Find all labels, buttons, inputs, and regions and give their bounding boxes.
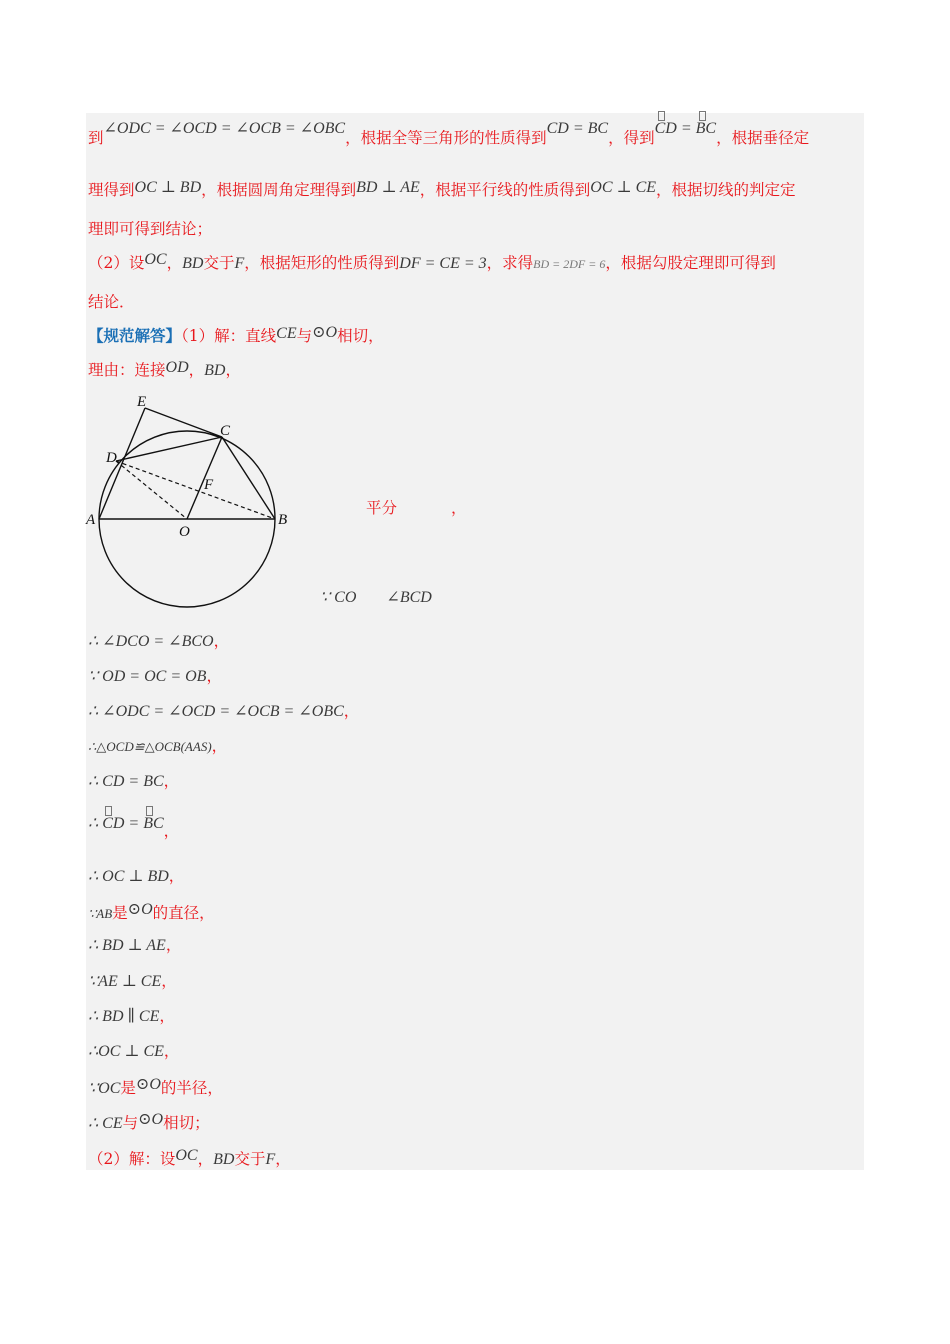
math: OC ⊥ BD [134,179,202,196]
text: 理得到 [88,181,135,199]
text: 的半径， [160,1079,223,1097]
math: OC [175,1147,198,1164]
text: ，根据切线的判定定 [656,181,796,199]
text: 相切， [337,327,384,345]
math: DF = CE = 3 [399,255,487,272]
label-f: F [204,477,214,493]
step-15 [88,1149,291,1170]
math: ∴OC ⊥ CE [88,1043,164,1060]
text: ， [161,972,177,990]
math: OC [144,251,167,268]
math: CE [276,325,297,342]
text: ， [163,1042,180,1060]
text: ，根据勾股定理即可得到 [605,254,776,272]
step-5 [88,771,179,792]
text: （2）设 [88,254,145,272]
math: = [676,120,696,137]
math: ∴ [88,815,103,832]
text: ， [188,361,205,379]
side-text-comma: ， [451,499,467,517]
label-b: B [278,512,288,528]
math: ⊙O [135,1076,161,1093]
math: ⊙O [138,1111,164,1128]
math: BC [695,120,717,137]
text: ， [213,632,230,650]
text: ，根据垂径定 [716,129,810,147]
text: ， [165,936,182,954]
side-text-because [320,587,432,608]
arc-equation [655,119,716,137]
analysis-line-3: 理即可得到结论； [88,220,213,238]
text: 交于 [203,254,235,272]
segment-cb [222,437,275,519]
step-1 [88,631,229,652]
label-a: A [86,512,96,528]
math: F [234,255,245,272]
analysis-line-4 [88,253,776,274]
label-c: C [220,423,231,439]
math: ∵AE ⊥ CE [88,973,162,990]
side-text-bisect: 平分 [366,499,398,517]
math: ∵OC [88,1080,121,1097]
math: BD [204,362,226,379]
math: BD ⊥ AE [356,179,420,196]
step-6-arc [88,813,180,840]
text: 是 [120,1079,136,1097]
text: 与 [296,327,313,345]
math: ∵ CO [320,589,357,606]
math: BD [182,255,204,272]
label-o: O [179,524,190,540]
text: ， [163,822,180,840]
step-7 [88,866,184,887]
math: ∴△OCD≌△OCB(AAS) [88,739,212,754]
label-e: E [137,394,147,410]
step-14 [88,1113,210,1134]
text: ， [211,737,228,755]
text: ， [168,867,185,885]
segment-db [116,461,275,519]
math: CD [654,120,677,137]
solution-line-1 [88,326,384,347]
segment-ec [145,408,222,437]
text: ， [275,1150,291,1168]
text: 理由：连接 [88,361,166,379]
text: ， [166,254,183,272]
analysis-line-1 [88,120,810,149]
step-8 [88,903,215,924]
text: ， [206,667,222,685]
step-11 [88,1006,175,1027]
math: ⊙O [312,324,338,341]
math: OC ⊥ CE [590,179,657,196]
text: ，得到 [608,129,655,147]
text: 交于 [234,1150,266,1168]
math: BC [143,815,164,832]
text: ， [225,361,241,379]
step-2 [88,666,222,687]
math: = [124,815,144,832]
text: 到 [88,129,104,147]
text: ， [197,1150,214,1168]
math: ⊙O [127,901,153,918]
math: ∴ BD ⊥ AE [88,937,166,954]
step-4 [88,736,227,757]
math: BD = 2DF = 6 [533,257,606,271]
text: ，根据矩形的性质得到 [244,254,400,272]
solution-tag: 【规范解答】 [88,326,182,345]
math: ∴ CD = BC [88,773,164,790]
step-9 [88,935,181,956]
text: （1）解：直线 [181,327,277,345]
text: 与 [122,1114,139,1132]
step-10 [88,971,177,992]
math: ∴ BD ∥ CE [88,1008,160,1025]
text: 相切； [163,1114,210,1132]
math: CD = BC [546,120,609,137]
geometry-figure [84,388,304,613]
step-12 [88,1041,179,1062]
text: ，根据平行线的性质得到 [419,181,591,199]
math: BD [213,1151,235,1168]
solution-line-2 [88,360,241,381]
segment-do [116,461,187,519]
math: CD [102,815,125,832]
math: F [265,1151,276,1168]
text: ，根据圆周角定理得到 [201,181,357,199]
math: ∴ ∠DCO = ∠BCO [88,633,214,650]
math: ∵AB [88,906,113,921]
analysis-line-2 [88,180,796,201]
math: ∠BCD [386,589,432,606]
text: 是 [112,904,128,922]
text: ， [163,772,180,790]
text: ，求得 [486,254,534,272]
text: ，根据全等三角形的性质得到 [345,129,547,147]
step-3 [88,701,359,722]
text: ， [159,1007,175,1025]
step-13 [88,1078,223,1099]
math: ∠ODC = ∠OCD = ∠OCB = ∠OBC [103,120,346,137]
math: ∴ OC ⊥ BD [88,868,169,885]
analysis-line-5: 结论． [88,293,135,311]
math: ∴ ∠ODC = ∠OCD = ∠OCB = ∠OBC [88,703,344,720]
text: （2）解：设 [88,1150,176,1168]
math: ∴ CE [88,1115,123,1132]
text: ， [343,702,360,720]
text: 的直径， [152,904,215,922]
math: OD [165,359,189,376]
math: ∵ OD = OC = OB [88,668,207,685]
label-d: D [106,450,117,466]
